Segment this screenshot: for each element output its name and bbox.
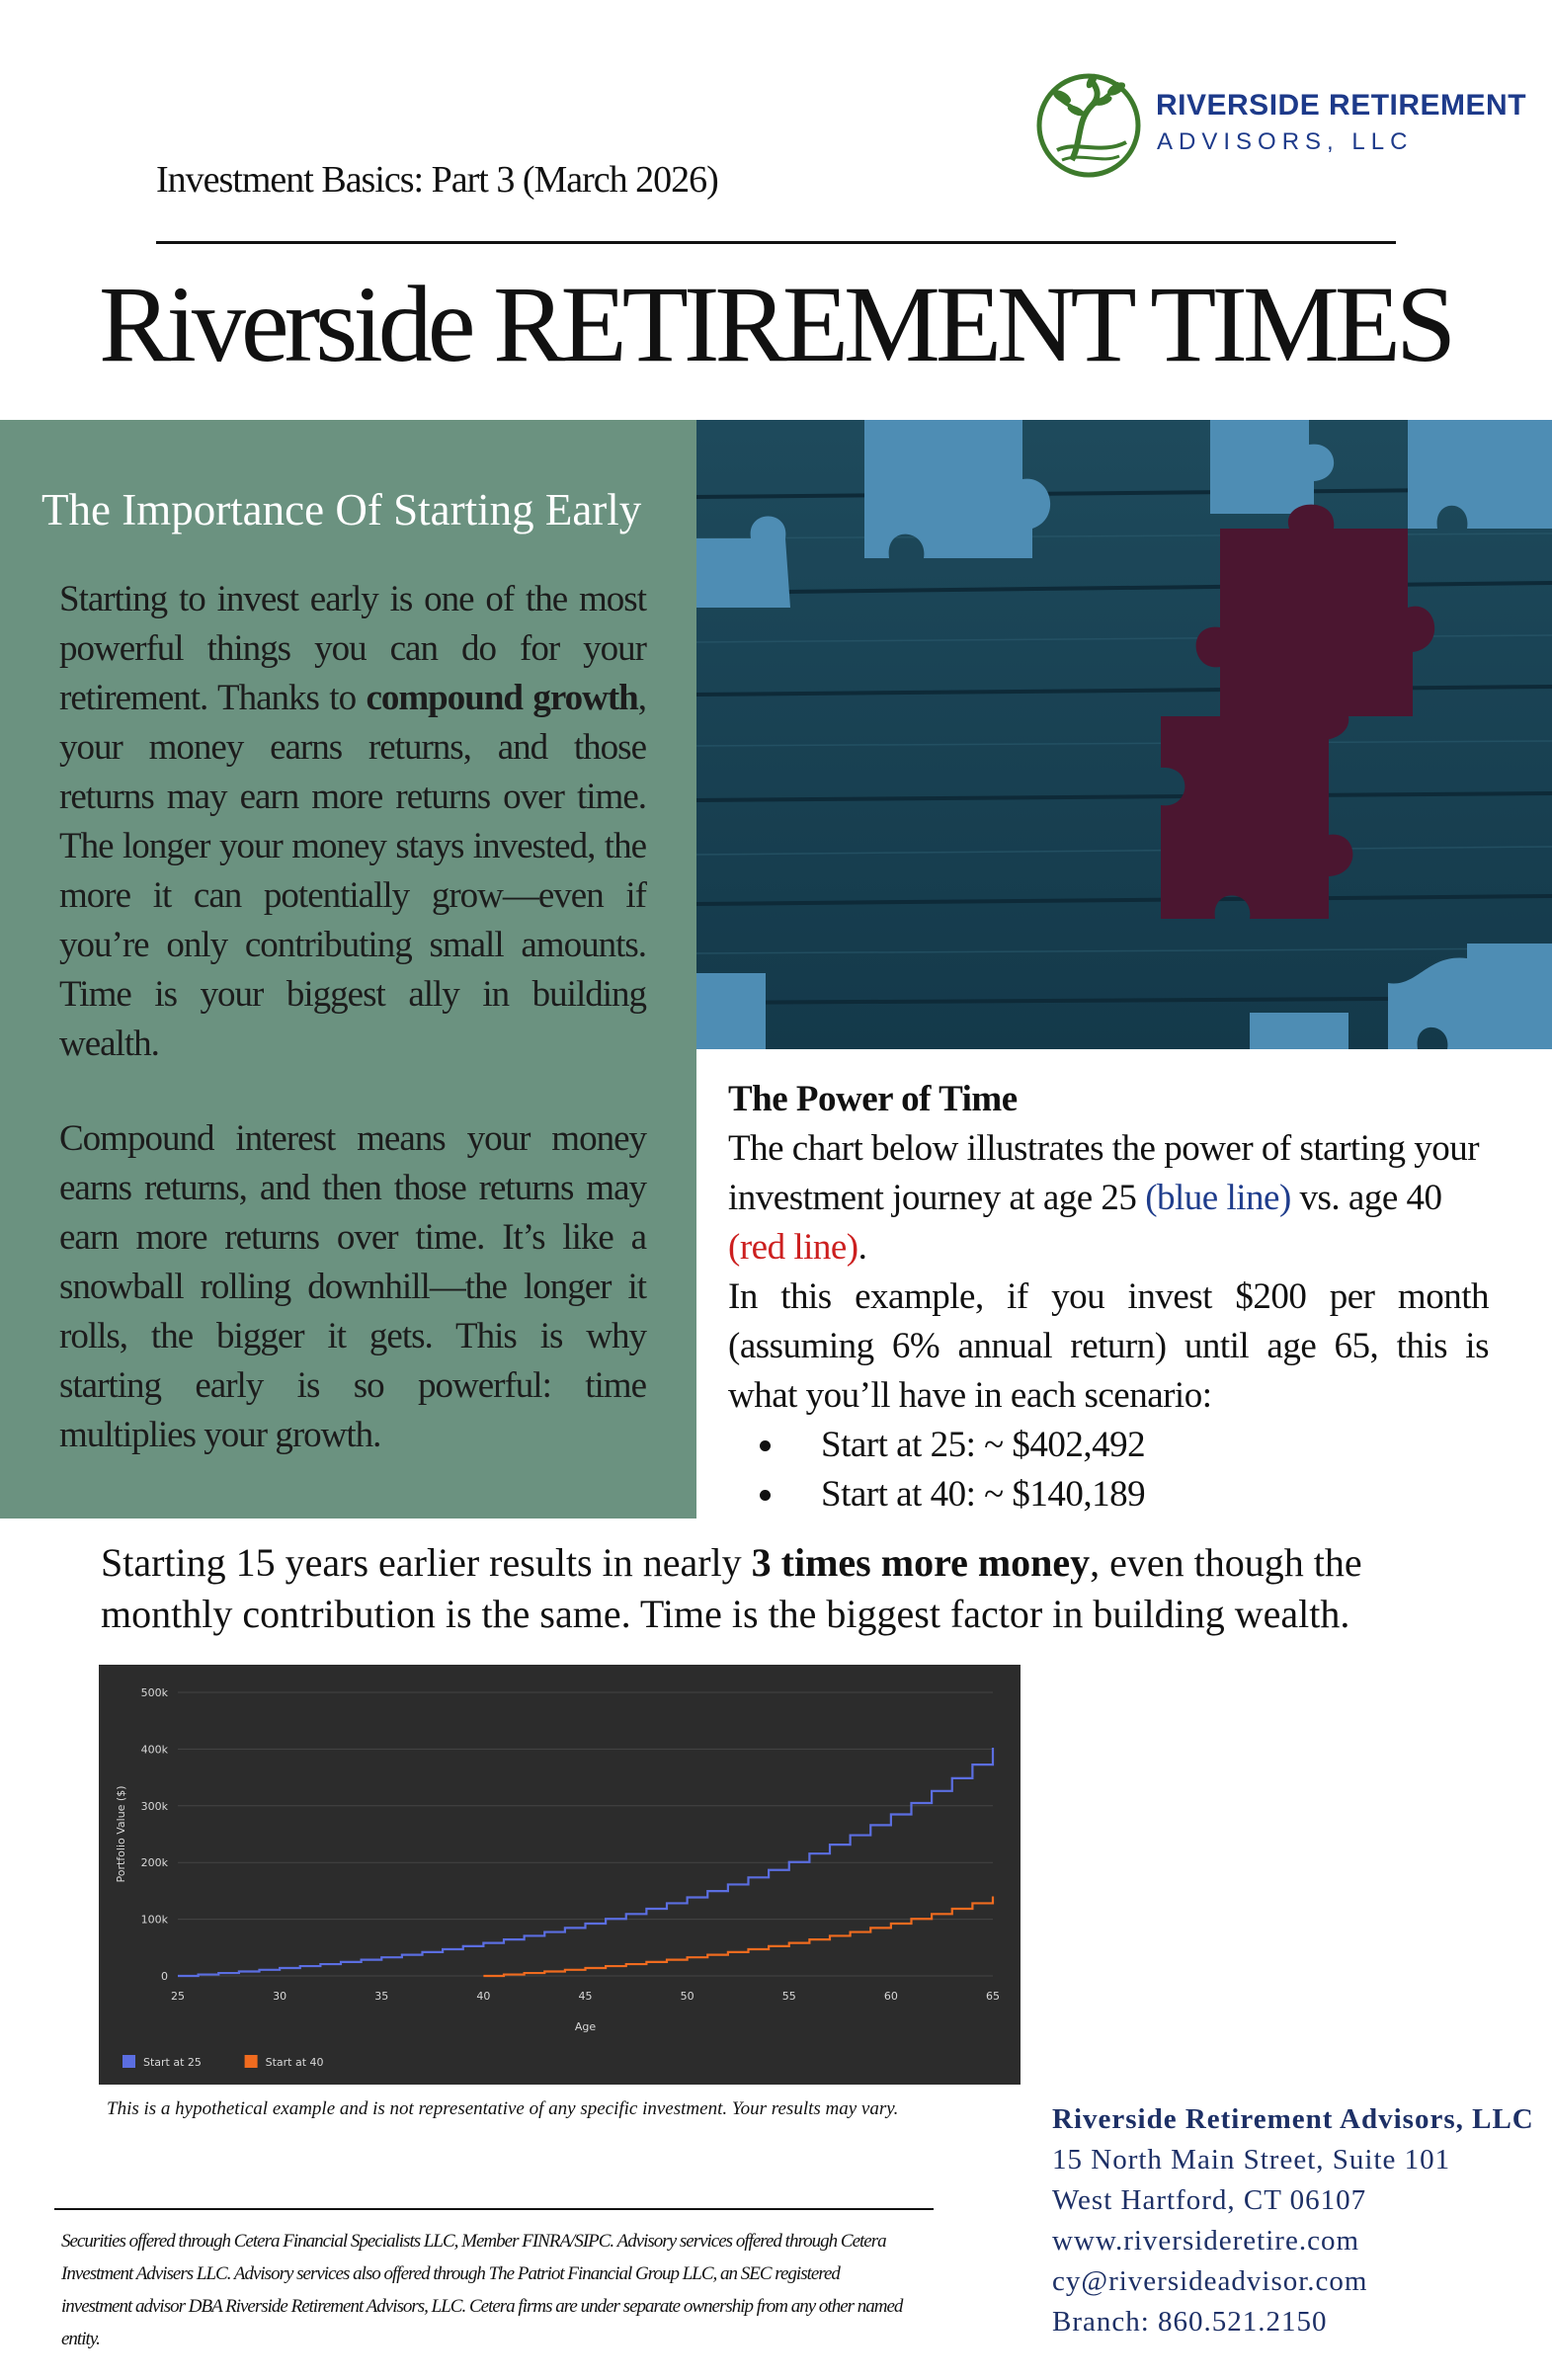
summary-text-b: , even though the monthly contribution is the same. Time is the biggest factor in building wealth.	[101, 1540, 1362, 1636]
footer-divider	[54, 2208, 934, 2210]
power-of-time-section	[728, 1075, 1489, 1519]
x-tick-label: 35	[374, 1990, 389, 2003]
y-tick-label: 300k	[140, 1799, 168, 1813]
growth-chart	[99, 1665, 1021, 2085]
chart-disclaimer: This is a hypothetical example and is not representative of any specific investment. Your results may vary.	[107, 2098, 899, 2119]
x-tick-label: 60	[883, 1990, 898, 2003]
summary-paragraph	[101, 1537, 1464, 1640]
summary-bold: 3 times more money	[751, 1540, 1091, 1585]
company-logo	[1032, 61, 1526, 200]
x-tick-label: 30	[273, 1990, 287, 2003]
legend-swatch	[245, 2055, 258, 2068]
scenario-list	[728, 1421, 1489, 1519]
scenario-item: • Start at 25: ~ $402,492	[787, 1421, 1489, 1470]
contact-block	[1052, 2099, 1534, 2342]
summary-text-a: Starting 15 years earlier results in nearly	[101, 1540, 752, 1585]
blue-line-label: (blue line)	[1145, 1178, 1291, 1218]
puzzle-photo	[696, 420, 1552, 1049]
legend-label: Start at 40	[265, 2056, 324, 2069]
contact-address-2: West Hartford, CT 06107	[1052, 2184, 1367, 2216]
issue-line: Investment Basics: Part 3 (March 2026)	[156, 159, 718, 201]
intro-paragraph-1	[59, 575, 646, 1069]
intro-heading: The Importance Of Starting Early	[41, 485, 642, 534]
y-tick-label: 400k	[140, 1743, 168, 1757]
contact-website[interactable]: www.riversideretire.com	[1052, 2225, 1360, 2257]
x-tick-label: 55	[781, 1990, 796, 2003]
power-paragraph-1	[728, 1124, 1489, 1272]
legend-label: Start at 25	[143, 2056, 202, 2069]
growth-chart-svg	[99, 1665, 1021, 2085]
y-tick-label: 200k	[140, 1856, 168, 1870]
scenario-item: • Start at 40: ~ $140,189	[787, 1470, 1489, 1519]
tree-river-logo-icon	[1032, 61, 1146, 190]
masthead-title: Riverside RETIREMENT TIMES	[99, 264, 1452, 384]
red-line-label: (red line)	[728, 1227, 858, 1268]
header-divider	[156, 241, 1396, 244]
contact-branch-phone: Branch: 860.521.2150	[1052, 2306, 1328, 2338]
x-tick-label: 45	[578, 1990, 593, 2003]
x-tick-label: 50	[680, 1990, 694, 2003]
power-paragraph-2: In this example, if you invest $200 per month (assuming 6% annual return) until age 65, this is what you’ll have in each scenario:	[728, 1276, 1489, 1416]
intro-p1-text-b: , your money earns returns, and those returns may earn more returns over time. The longer your money stays invested, the more it can potentially grow—even if you’re only contributing small amounts. Time is your biggest ally in building wealth.	[59, 678, 646, 1064]
y-axis-label: Portfolio Value ($)	[115, 1785, 127, 1883]
power-title: The Power of Time	[728, 1079, 1018, 1119]
y-tick-label: 500k	[140, 1686, 168, 1699]
contact-address-1: 15 North Main Street, Suite 101	[1052, 2144, 1451, 2175]
contact-name: Riverside Retirement Advisors, LLC	[1052, 2103, 1534, 2135]
power-p1-text-c: .	[858, 1227, 867, 1268]
intro-p1-text-a: Starting to invest early is one of the most powerful things you can do for your retirement. Thanks to	[59, 579, 646, 718]
intro-p1-bold: compound growth	[366, 678, 638, 718]
legend-swatch	[123, 2055, 135, 2068]
y-tick-label: 100k	[140, 1913, 168, 1927]
power-p1-text-b: vs. age 40	[1290, 1178, 1442, 1218]
contact-email[interactable]: cy@riversideadvisor.com	[1052, 2265, 1368, 2297]
x-tick-label: 40	[476, 1990, 491, 2003]
series-line-start-40	[483, 1897, 993, 1976]
x-tick-label: 65	[986, 1990, 1000, 2003]
securities-disclosure: Securities offered through Cetera Financial Specialists LLC, Member FINRA/SIPC. Advisory services offered through Cetera Investment Advisers LLC. Advisory services also offered through The Patriot Financial Group LLC, an SEC registered investment advisor DBA Riverside Retirement Advisors, LLC. Cetera firms are under separate ownership from any other named entity.	[61, 2231, 903, 2349]
logo-name: RIVERSIDE RETIREMENT	[1156, 89, 1527, 122]
series-line-start-25	[178, 1748, 993, 1976]
x-axis-label: Age	[574, 2020, 597, 2033]
y-tick-label: 0	[161, 1970, 168, 1983]
logo-subtitle: ADVISORS, LLC	[1157, 128, 1414, 155]
x-tick-label: 25	[171, 1990, 185, 2003]
power-p1-text-a: The chart below illustrates the power of starting your investment journey at age 25	[728, 1128, 1480, 1218]
intro-paragraph-2: Compound interest means your money earns returns, and then those returns may earn more returns over time. It’s like a snowball rolling downhill—the longer it rolls, the bigger it gets. This is why starting early is so powerful: time multiplies your growth.	[59, 1118, 646, 1455]
